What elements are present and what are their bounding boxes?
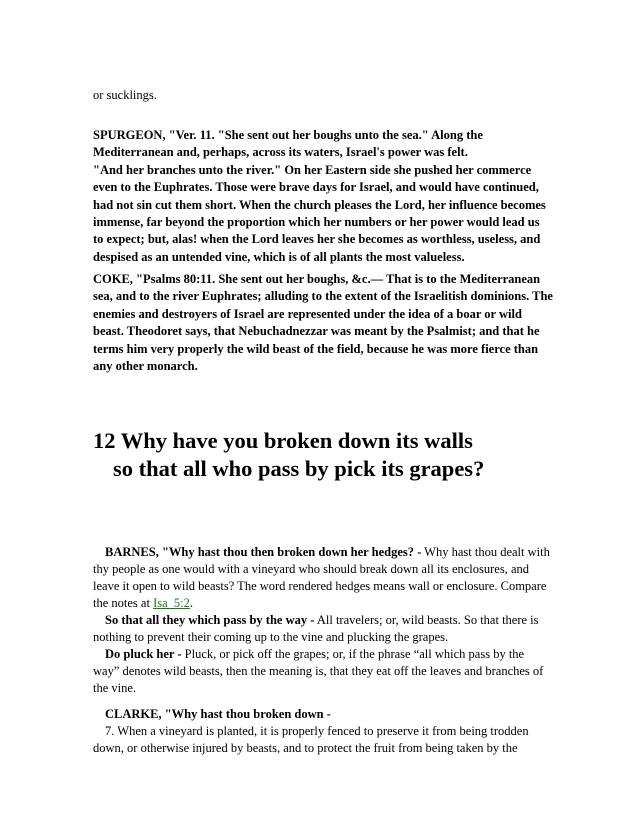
barnes-text-1-end: . [189, 596, 193, 610]
spurgeon-commentary [93, 127, 553, 266]
barnes-commentary [93, 544, 553, 697]
intro-fragment: or sucklings. [93, 88, 157, 102]
barnes-text-1: Why hast thou dealt with thy people as one would with a vineyard who should break down all its enclosures, and leave it open to wild beasts? The word rendered hedges means wall or enclosure. Compare the notes at [93, 545, 550, 610]
clarke-commentary [93, 706, 553, 757]
coke-paragraph: COKE, "Psalms 80:11. She sent out her boughs, &c.— That is to the Mediterranean sea, and to the river Euphrates; alluding to the extent of the Israelitish dominions. The enemies and destroyers of Israel are represented under the idea of a boar or wild beast. Theodoret says, that Nebuchadnezzar was meant by the Psalmist; and that he terms him very properly the wild beast of the field, because he was more fierce than any other monarch. [93, 272, 553, 374]
barnes-text-2: All travelers; or, wild beasts. So that there is nothing to prevent their coming up to the vine and plucking the grapes. [93, 613, 539, 644]
verse-line-1: 12 Why have you broken down its walls [93, 428, 473, 453]
verse-heading [93, 427, 553, 483]
clarke-heading: CLARKE, "Why hast thou broken down - [105, 707, 331, 721]
barnes-paragraph-2 [93, 612, 553, 646]
spurgeon-paragraph-1: SPURGEON, "Ver. 11. "She sent out her boughs unto the sea." Along the Mediterranean and, perhaps, across its waters, Israel's power was felt. [93, 128, 483, 160]
isa-5-2-link[interactable]: Isa_5:2 [153, 596, 190, 610]
clarke-paragraph-1 [93, 706, 553, 723]
barnes-subheading-pluck: Do pluck her - [105, 647, 182, 661]
coke-commentary [93, 271, 553, 375]
barnes-subheading-pass-by: So that all they which pass by the way - [105, 613, 315, 627]
spurgeon-paragraph-2: "And her branches unto the river." On her Eastern side she pushed her commerce even to the Euphrates. Those were brave days for Israel, and would have continued, had not sin cut them short. When the church pleases the Lord, her influence becomes immense, far beyond the proportion which her numbers or her power would lead us to expect; but, alas! when the Lord leaves her she becomes as worthless, useless, and despised as an untended vine, which is of all plants the most valueless. [93, 162, 546, 264]
verse-line-2: so that all who pass by pick its grapes? [113, 456, 485, 481]
barnes-paragraph-3 [93, 646, 553, 697]
barnes-text-3: Pluck, or pick off the grapes; or, if the phrase “all which pass by the way” denotes wild beasts, then the meaning is, that they eat off the leaves and branches of the vine. [93, 647, 544, 695]
barnes-heading: BARNES, "Why hast thou then broken down her hedges? - [105, 545, 422, 559]
barnes-paragraph-1 [93, 544, 553, 612]
clarke-paragraph-2: 7. When a vineyard is planted, it is properly fenced to preserve it from being trodden down, or otherwise injured by beasts, and to protect the fruit from being taken by the [93, 724, 529, 755]
